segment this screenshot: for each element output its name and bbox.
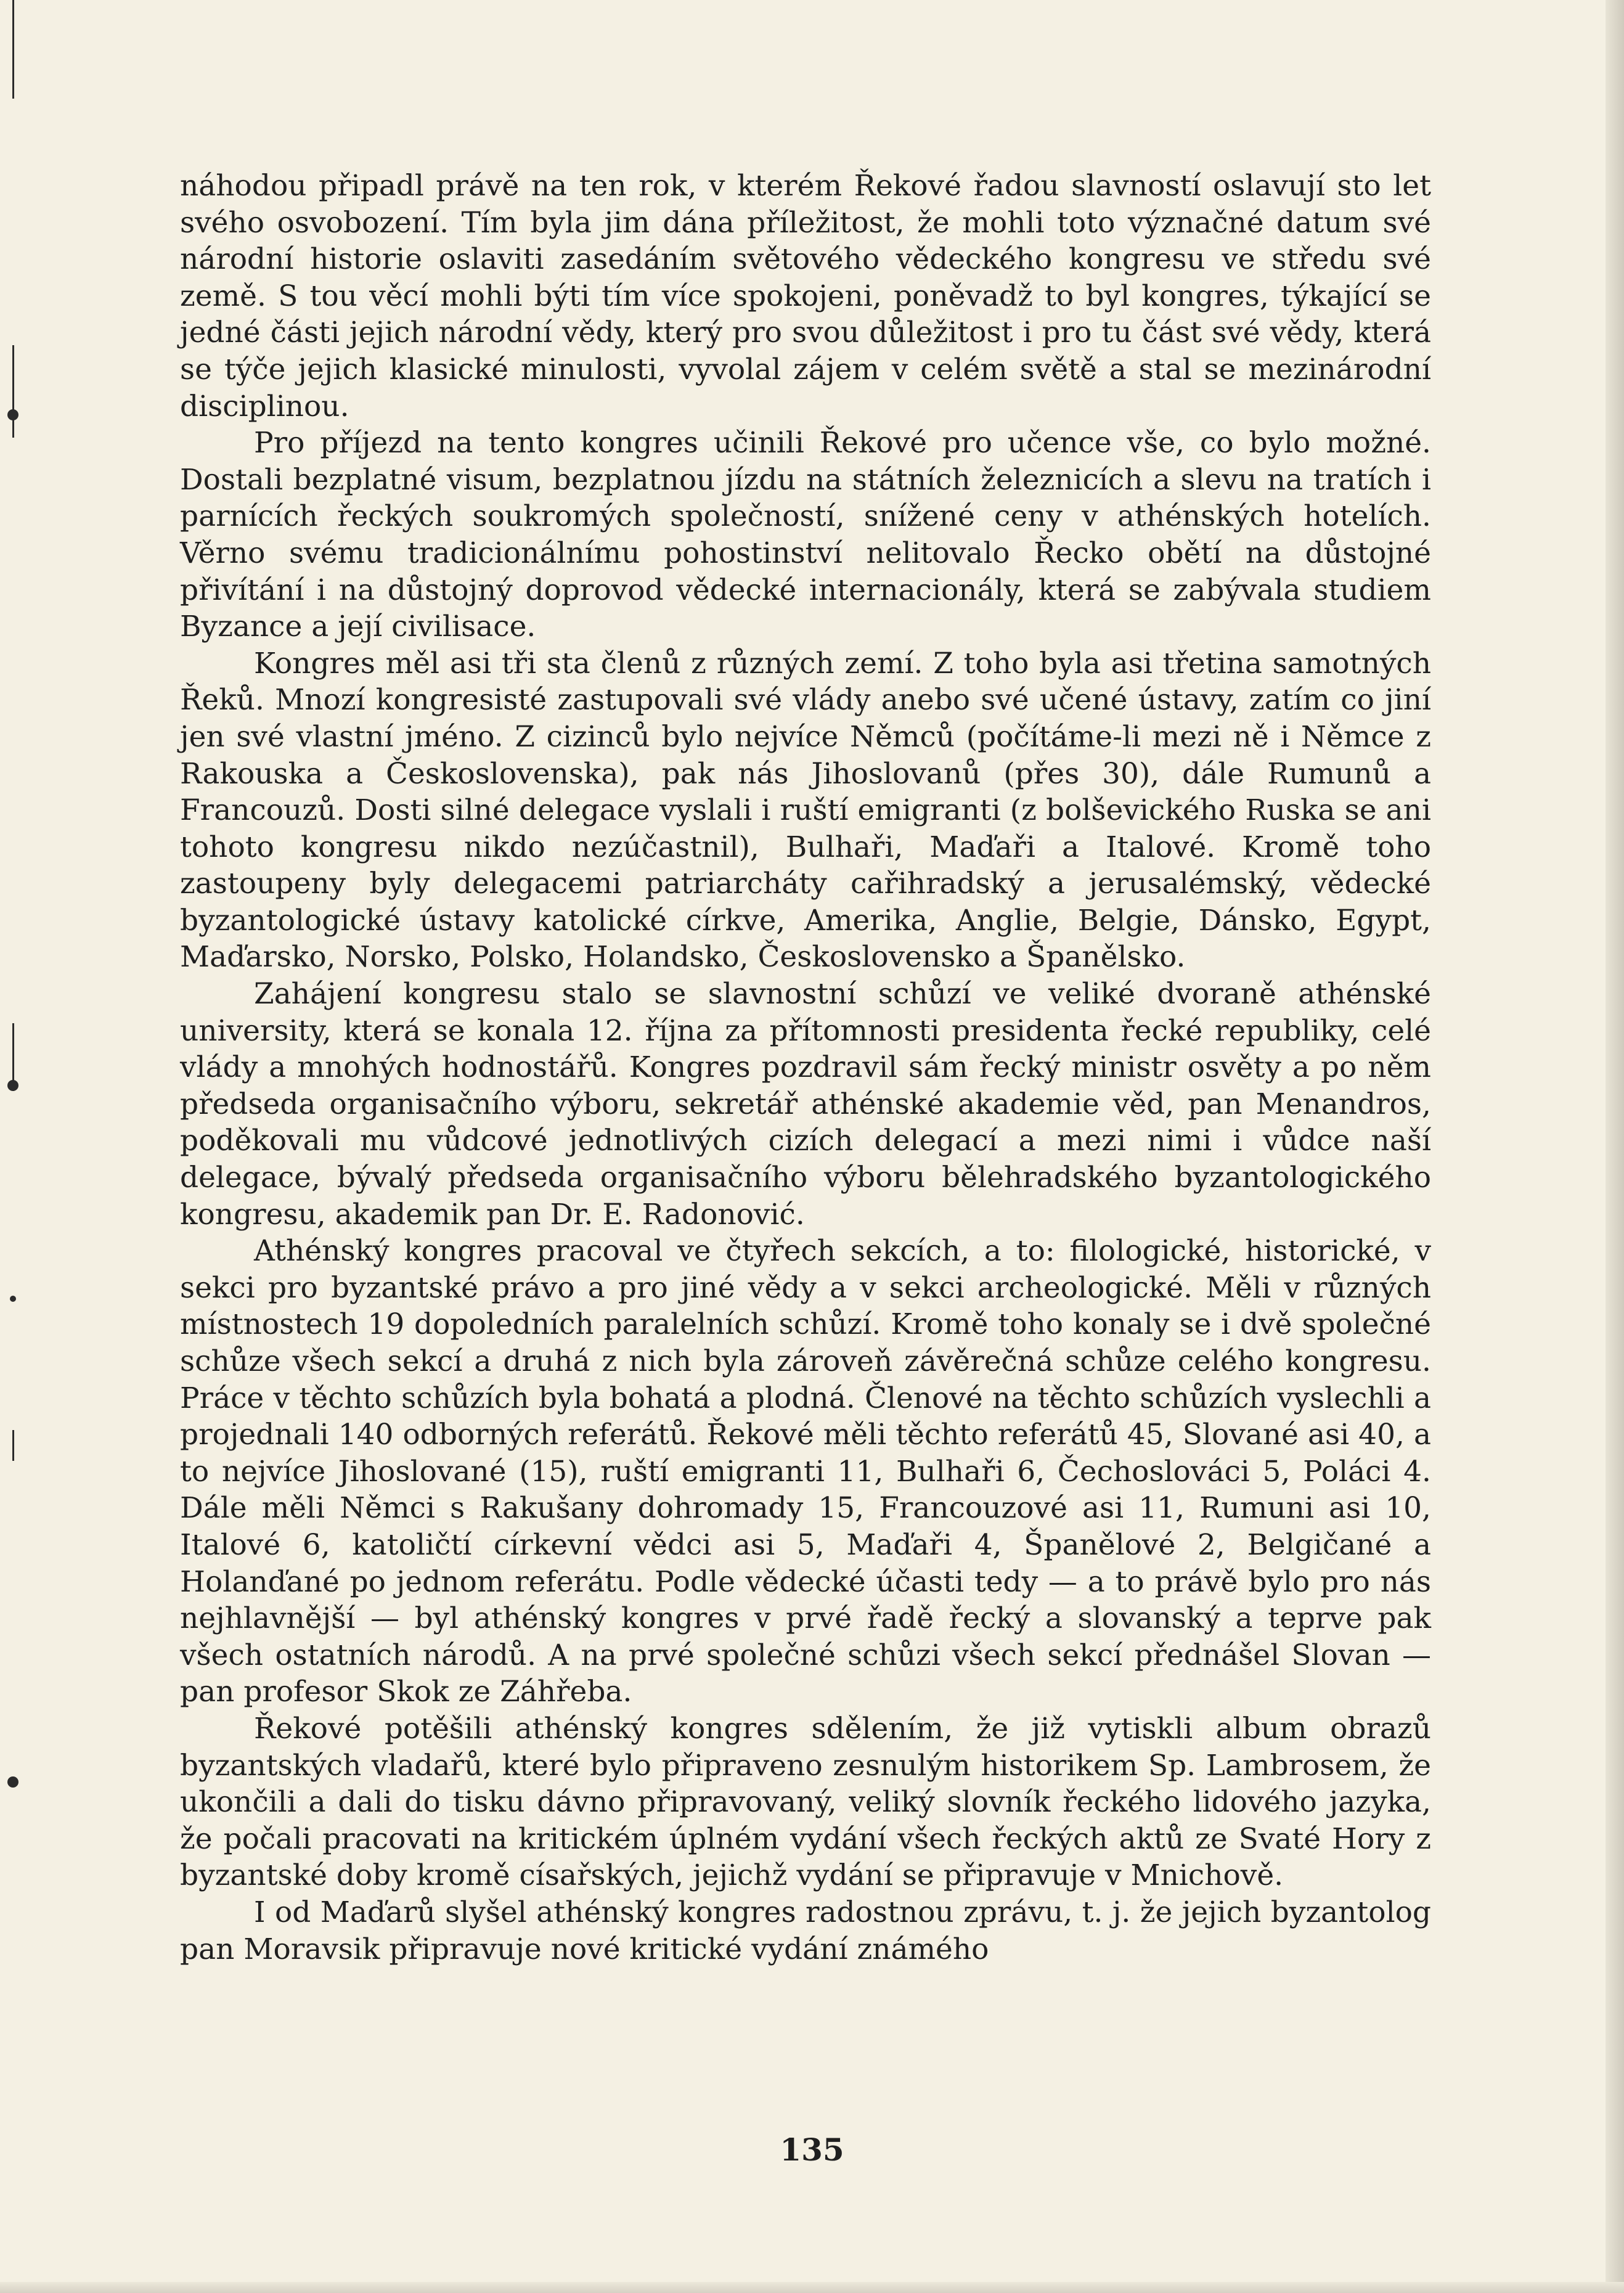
paragraph: Athénský kongres pracoval ve čtyřech sekcích, a to: filologické, historické, v sekci pro byzantské právo a pro jiné vědy a v sekci archeologické. Měli v různých místnostech 19 dopoledních paralelních schůzí. Kromě toho konaly se i dvě společné schůze všech sekcí a druhá z nich byla zároveň závěrečná schůze celého kongresu. Práce v těchto schůzích byla bohatá a plodná. Členové na těchto schůzích vyslechli a projednali 140 odborných referátů. Řekové měli těchto referátů 45, Slované asi 40, a to nejvíce Jihoslované (15), ruští emigranti 11, Bulhaři 6, Čechoslováci 5, Poláci 4. Dále měli Němci s Rakušany dohromady 15, Francouzové asi 11, Rumuni asi 10, Italové 6, katoličtí církevní vědci asi 5, Maďaři 4, Španělové 2, Belgičané a Holanďané po jednom referátu. Podle vědecké účasti tedy — a to právě bylo pro nás nejhlavnější — byl athénský kongres v prvé řadě řecký a slovanský a teprve pak všech ostatních národů. A na prvé společné schůzi všech sekcí přednášel Slovan — pan profesor Skok ze Záhřeba. [180,1234,1431,1709]
paragraph: Kongres měl asi tři sta členů z různých zemí. Z toho byla asi třetina samotných Řeků. Mnozí kongresisté zastupovali své vlády anebo své učené ústavy, zatím co jiní jen své vlastní jméno. Z cizinců bylo nejvíce Němců (počítáme-li mezi ně i Němce z Rakouska a Československa), pak nás Jihoslovanů (přes 30), dále Rumunů a Francouzů. Dosti silné delegace vyslali i ruští emigranti (z bolševického Ruska se ani tohoto kongresu nikdo nezúčastnil), Bulhaři, Maďaři a Italové. Kromě toho zastoupeny byly delegacemi patriarcháty cařihradský a jerusalémský, vědecké byzantologické ústavy katolické církve, Amerika, Anglie, Belgie, Dánsko, Egypt, Maďarsko, Norsko, Polsko, Holandsko, Československo a Španělsko. [180,646,1431,975]
paragraph: Řekové potěšili athénský kongres sdělením, že již vytiskli album obrazů byzantských vladařů, které bylo připraveno zesnulým historikem Sp. Lambrosem, že ukončili a dali do tisku dávno připravovaný, veliký slovník řeckého lidového jazyka, že počali pracovati na kritickém úplném vydání všech řeckých aktů ze Svaté Hory z byzantské doby kromě císařských, jejichž vydání se připravuje v Mnichově. [180,1711,1431,1893]
margin-mark [10,1296,16,1302]
paragraph: náhodou připadl právě na ten rok, v kterém Řekové řadou slavností oslavují sto let svého osvobození. Tím byla jim dána příležitost, že mohli toto význačné datum své národní historie oslaviti zasedáním světového vědeckého kongresu ve středu své země. S tou věcí mohli býti tím více spokojeni, poněvadž to byl kongres, týkající se jedné části jejich národní vědy, který pro svou důležitost i pro tu část své vědy, která se týče jejich klasické minulosti, vyvolal zájem v celém světě a stal se mezinárodní disciplinou. [180,169,1431,423]
page-right-edge [1606,0,1624,2293]
margin-binding-line [12,0,14,99]
margin-mark [7,1776,18,1788]
body-text [180,168,1431,1968]
paragraph: Zahájení kongresu stalo se slavnostní schůzí ve veliké dvoraně athénské university, která se konala 12. října za přítomnosti presidenta řecké republiky, celé vlády a mnohých hodnostářů. Kongres pozdravil sám řecký ministr osvěty a po něm předseda organisačního výboru, sekretář athénské akademie věd, pan Menandros, poděkovali mu vůdcové jednotlivých cizích delegací a mezi nimi i vůdce naší delegace, bývalý předseda organisačního výboru bělehradského byzantologického kongresu, akademik pan Dr. E. Radonović. [180,977,1431,1232]
margin-mark [7,1080,18,1091]
margin-mark [7,409,18,420]
page-number: 135 [780,2132,844,2168]
paragraph: I od Maďarů slyšel athénský kongres radostnou zprávu, t. j. že jejich byzantolog pan Moravsik připravuje nové kritické vydání známého [180,1895,1431,1966]
page-bottom-edge [0,2282,1624,2293]
margin-binding-line [12,1430,14,1461]
paragraph: Pro příjezd na tento kongres učinili Řekové pro učence vše, co bylo možné. Dostali bezplatné visum, bezplatnou jízdu na státních železnicích a slevu na tratích i parnících řeckých soukromých společností, snížené ceny v athénských hotelích. Věrno svému tradicionálnímu pohostinství nelitovalo Řecko obětí na důstojné přivítání i na důstojný doprovod vědecké internacionály, která se zabývala studiem Byzance a její civilisace. [180,426,1431,644]
margin-binding-line [12,345,14,438]
